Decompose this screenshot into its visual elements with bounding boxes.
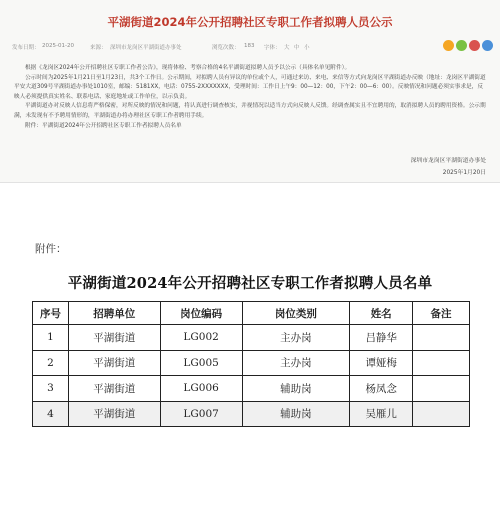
table-row — [33, 325, 470, 351]
share-more-icon[interactable] — [482, 40, 493, 51]
share-weibo-icon[interactable] — [443, 40, 454, 51]
date-label: 发布日期： — [12, 45, 40, 51]
views-label: 浏览次数： — [212, 45, 240, 51]
share-wechat-icon[interactable] — [456, 40, 467, 51]
table-row — [33, 350, 470, 376]
column-header: 备注 — [413, 302, 470, 325]
cell-code: LG005 — [160, 350, 242, 376]
column-header: 招聘单位 — [68, 302, 160, 325]
candidate-table — [32, 301, 470, 427]
cell-index: 1 — [33, 325, 69, 351]
cell-code: LG002 — [160, 325, 242, 351]
cell-category: 辅助岗 — [242, 376, 350, 402]
font-small-link[interactable]: 小 — [304, 45, 310, 51]
column-header: 序号 — [33, 302, 69, 325]
share-qzone-icon[interactable] — [469, 40, 480, 51]
cell-index: 2 — [33, 350, 69, 376]
article-panel — [0, 0, 500, 183]
font-label: 字体： — [264, 45, 281, 51]
column-header: 岗位编码 — [160, 302, 242, 325]
paragraph-confidential: 平湖街道办对反映人信息将严格保密，对所反映的情况和问题，将认真进行调查核实，并视情况以适当方式向反映人反馈。经调查属实且不宜聘用的，取消拟聘人员的聘用资格。公示期满，未发现有不予聘用情形的，平湖街道办将办理社区专职工作者聘用手续。 — [14, 103, 486, 119]
cell-name: 谭娅梅 — [350, 350, 413, 376]
cell-category: 主办岗 — [242, 325, 350, 351]
attachment-link[interactable]: 附件：平湖街道2024年公开招聘社区专职工作者拟聘人员名单 — [25, 122, 182, 129]
cell-unit: 平湖街道 — [68, 350, 160, 376]
cell-category: 辅助岗 — [242, 401, 350, 427]
cell-unit: 平湖街道 — [68, 401, 160, 427]
cell-index: 4 — [33, 401, 69, 427]
signature-org: 深圳市龙岗区平湖街道办事处 — [410, 158, 486, 164]
cell-code: LG006 — [160, 376, 242, 402]
cell-note — [413, 350, 470, 376]
cell-name: 杨凤念 — [350, 376, 413, 402]
source-text: 深圳市龙岗区平湖街道办事处 — [110, 45, 182, 51]
cell-name: 吕静华 — [350, 325, 413, 351]
table-row — [33, 376, 470, 402]
font-medium-link[interactable]: 中 — [294, 45, 300, 51]
source-label: 来源： — [90, 45, 107, 51]
table-header-row — [33, 302, 470, 325]
article-meta — [12, 40, 488, 54]
font-large-link[interactable]: 大 — [284, 45, 290, 51]
cell-code: LG007 — [160, 401, 242, 427]
cell-index: 3 — [33, 376, 69, 402]
cell-note — [413, 376, 470, 402]
cell-note — [413, 401, 470, 427]
table-row — [33, 401, 470, 427]
views-count: 183 — [244, 43, 255, 49]
publish-date: 2025-01-20 — [42, 43, 74, 49]
cell-note — [413, 325, 470, 351]
article-title: 平湖街道2024年公开招聘社区专职工作者拟聘人员公示 — [107, 15, 393, 29]
column-header: 姓名 — [350, 302, 413, 325]
cell-name: 吴雁儿 — [350, 401, 413, 427]
article-body — [14, 64, 488, 131]
signature-date: 2025年1月20日 — [442, 170, 486, 176]
attachment-label: 附件： — [35, 243, 67, 255]
column-header: 岗位类别 — [242, 302, 350, 325]
cell-unit: 平湖街道 — [68, 376, 160, 402]
cell-category: 主办岗 — [242, 350, 350, 376]
paragraph-intro: 根据《龙岗区2024年公开招聘社区专职工作者公告》，现将体检、考察合格的4名平湖街道拟聘人员予以公示（具体名单见附件）。 — [25, 65, 351, 71]
document-title: 平湖街道2024年公开招聘社区专职工作者拟聘人员名单 — [67, 275, 433, 292]
paragraph-period: 公示时间为2025年1月21日至1月23日，共3个工作日。公示期间，对拟聘人员有异议的单位或个人，可通过来访、来电、来信等方式向龙岗区平湖街道办反映（地址：龙岗区平湖街道平安大道309号平湖街道办事处1010室，邮编：5181XX，电话：0755-2XXXXXXX，受理时间：工作日上午9：00—12：00，下午2：00—6：00）。反映情况和问题必须实事求是，反映人必须提供真实姓名、联系电话、家庭地址或工作单位，以示负责。 — [14, 74, 486, 100]
cell-unit: 平湖街道 — [68, 325, 160, 351]
